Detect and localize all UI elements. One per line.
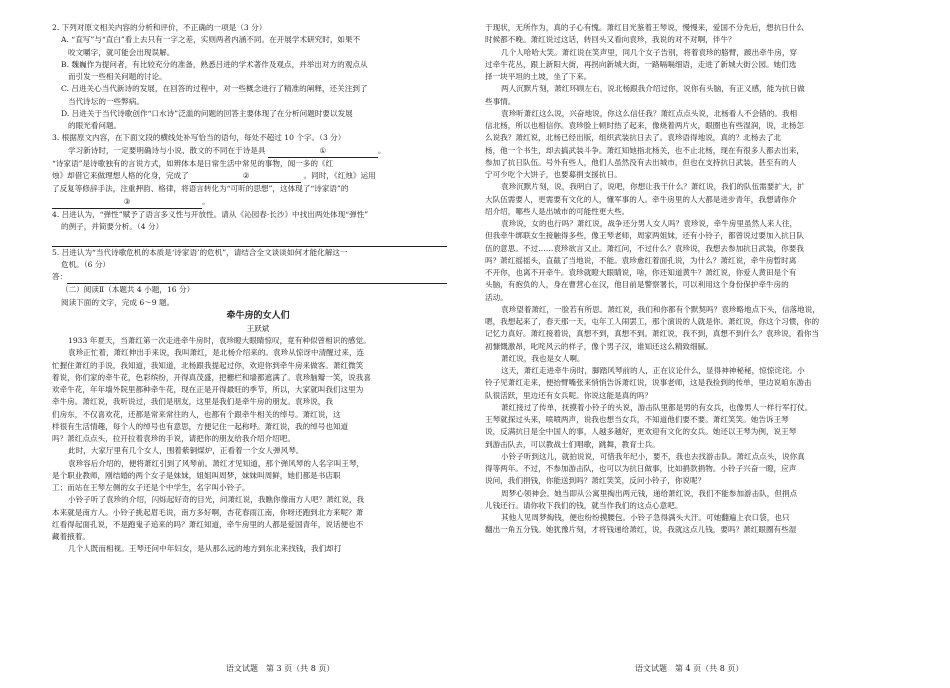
story-line: 时候都不晚。萧红说过这话，转回头又看向袁珍，我说的对不对啊，伴牛？ bbox=[485, 35, 736, 45]
story-line: 于现状，无所作为，真的子心有愧。萧红目光鉴着王琴说，慢慢来，爱国不分先后，想抗日什么 bbox=[485, 23, 804, 32]
story-line: 工；而站在王琴左侧的女子还是个中学生，名字叫小铃子。 bbox=[52, 483, 250, 492]
q3-stem: 3. 根据原文内容，在下面文段的横线处补写恰当的语句，每处不超过 10 个字。（3 分） bbox=[52, 133, 346, 143]
story-line: 过牵牛花丛，跟上新阳大街，再拐向新城大街，一路嗝嗝细语，走进了新城大街公园。她们选 bbox=[485, 59, 797, 69]
section-intro: 阅读下面的文字，完成 6～9 题。 bbox=[61, 297, 175, 307]
story-line: 王琴就探过头来，喷喷两声，说我也想当女兵，不知道他们要不要。萧红笑笑。她告诉王琴 bbox=[485, 415, 789, 424]
story-line: 铃子见萧红走来，便抬臂嘴张来悄悄告诉萧红说，说事老师，这是我捡到的传单，里边说咱东游击 bbox=[485, 378, 812, 388]
story-author: 王跃斌 bbox=[246, 323, 270, 333]
story-line: 绍介绍，哪些人是出城市的可能性更大些。 bbox=[485, 206, 630, 216]
q2-option-a-line1: A. “直写”与“直白”看上去只有一字之差，实则两者内涵不同。在开展学术研究时，如果不 bbox=[61, 35, 361, 45]
story-line: 翻出一角五分钱。她犹豫片刻，才将钱递给萧红，说，我就这点儿钱，要吗？萧红眼圈有些湿 bbox=[485, 525, 797, 535]
q2-option-d-line2: 的眼光看问题。 bbox=[68, 121, 122, 130]
story-line: 不开你，也离不开牵牛。袁珍就瞪大眼睛说，啥，你还知道黄牛？萧红说，你爱人黄田是个有 bbox=[485, 268, 797, 277]
q3-line4: 了反复等修辞手法，注重押韵、格律，将语言转化为“可听的思想”，这体现了“诗家语”的 bbox=[52, 184, 349, 194]
story-line: 些事情。 bbox=[485, 96, 516, 106]
left-column bbox=[52, 22, 464, 556]
q3-line3 bbox=[52, 170, 464, 183]
story-line: 队很活跃，里边还有女兵呢。你说这能是真的吗？ bbox=[485, 390, 653, 400]
story-line: 欢牵牛花，年年墙外院里都种牵牛花，现在正是开得最旺的季节，所以，大家就叫我们这里为 bbox=[52, 385, 364, 394]
story-line: 信北杨，所以也相信你。袁珍脸上顿时热了起来，像烧着两片火，眼圈也有些湿润，说，北杨怎 bbox=[485, 121, 804, 130]
story-line: 其他人见周梦掏钱，便也纷纷摸腰包。小铃子急得满头大汗。可她翻遍上衣口袋，也只 bbox=[501, 513, 790, 522]
q3-text-1: 学习新诗时，一定要明确诗与小说、散文的不同在于诗是具 bbox=[68, 145, 266, 155]
story-line: 两人沉默片刻，萧红环顾左右，说北杨跟我介绍过你，说你有头脑，有正义感，能为抗日做 bbox=[501, 84, 805, 94]
story-line: 袁珍望着萧红，一脸若有所思。萧红说，我们和你都有个默契吗？袁珍略地点下头，信落地说， bbox=[501, 304, 820, 314]
story-line: 袁珍说，女的也行吗？萧红说，战争还分男人女人吗？袁珍说，牵牛房里虽然人来人往， bbox=[501, 219, 798, 228]
story-line: 几个人既而相视。王琴还问中年妇女，是从那么远的地方到东北来找钱，我们却打 bbox=[68, 544, 342, 554]
story-line: 小铃子听到这儿，就拍说说，可惜我年纪小，要不，我也去找游击队。萧红点点头，说你真 bbox=[501, 451, 805, 461]
q5-stem: 5. 吕进认为“当代诗歌危机的本质是‘诗家语’的危机”，请结合全文谈谈如何才能化解这一 bbox=[52, 247, 348, 257]
q2-option-c-line1: C. 吕进关心当代新诗的发展，在回答的过程中，对一些概念进行了精准的阐释，还关注到了 bbox=[61, 84, 368, 94]
story-line: 1933 年夏天，当萧红第一次走进牵牛房时，袁珍瞪大眼睛惊叹，竟有种似曾相识的感觉。 bbox=[68, 336, 371, 345]
story-line: 大队伍需要人，更需要有文化的人，懂军事的人。牵牛房里的人大都是进步青年，我想请你介 bbox=[485, 194, 797, 204]
story-line: 吗？萧红摇摇头，直截了当地说，不能。袁珍愈红着面孔说，为什么？萧红说，牵牛房暂时离 bbox=[485, 255, 797, 265]
q2-stem: 2. 下列对原文相关内容的分析和评价，不正确的一项是（3 分） bbox=[52, 23, 267, 32]
q4-stem: 4. 吕进认为，“弹性”赋予了语言多义性与开放性。请从《沁园春·长沙》中找出两处体现“弹性” bbox=[52, 209, 369, 219]
story-line: 牵牛房。萧红说，我听说过，我们是朋友，这里是我们是牵牛房的朋友。袁珍说，我 bbox=[52, 397, 333, 407]
story-line: 杨，他一个书生，却去搞武装斗争。萧红知她指北杨关，也不止北杨，现在有很多人都去出来， bbox=[485, 145, 804, 155]
q4-stem-2: 的例子，并简要分析。（4 分） bbox=[61, 222, 164, 231]
q3-line2: “诗家语”是诗歌独有的言说方式，如辨体本是日常生活中常见的事物，闻一多的《红 bbox=[52, 158, 334, 168]
story-line: 儿钱还行。请你收下我们的钱，就当作我们的这点心意吧。 bbox=[485, 500, 683, 510]
story-line: 样很有生活情趣，每个人的绰号也有意思，方便记住一起称呼。萧红说，我的绰号也知道 bbox=[52, 421, 349, 431]
story-line: 袁珍容后介绍的，便将萧红引到了风琴前。萧红才见知道，那个弹风琴的人名字叫王琴， bbox=[68, 458, 365, 468]
story-line: 伍的意思。不过……袁珍欲言又止。萧红问，不过什么？袁珍说，我想去参加抗日武装，你要我 bbox=[485, 243, 804, 253]
story-line: 萧红接过了传单，抚摸着小铃子的头说，游击队里都是男的有女兵，也像男人一样行军打仗。 bbox=[501, 402, 813, 412]
story-line: 么说我？萧红说，北杨已经出版，组织武装抗日去了。袁珍语得地说，真的？北杨去了北 bbox=[485, 133, 782, 143]
story-line: 参加了抗日队伍。号外有些人，他们人虽然没有去出城市，但也在支持抗日武装，甚至有的人 bbox=[485, 157, 797, 167]
q3-line1: 学习新诗时，一定要明确诗与小说、散文的不同在于诗是具 ① 。 bbox=[52, 145, 464, 158]
q3-blank-3[interactable]: ③ bbox=[52, 196, 202, 209]
q5-answer-line[interactable] bbox=[52, 271, 464, 284]
story-line: 择一块平坦的土坡，坐了下来。 bbox=[485, 72, 592, 81]
story-line: 周梦心领神会。她当即从公寓里掏出两元钱，递给萧红说，我们不能参加游击队，但捐点 bbox=[501, 488, 798, 498]
story-title: 牵牛房的女人们 bbox=[226, 310, 290, 321]
story-line: 本来就是南方人。小铃子挑起眉毛说，南方多好啊，杏花春雨江南，你呀还跑到北方来呢？萧 bbox=[52, 507, 364, 517]
story-line: 吗？萧红点点头，拉开拉着袁珍的手说，请把你的朋友给我介绍介绍吧。 bbox=[52, 434, 295, 443]
story-line: 说问，我们捐钱，你能送到吗？萧红笑笑，反问小铃子，你说呢？ bbox=[485, 476, 706, 486]
story-line: 几个人哈哈大笑。萧红说在笑声里，同几个女子告别，将着袁珍的胳臂，踱出牵牛房，穿 bbox=[501, 47, 798, 57]
right-column bbox=[485, 22, 897, 537]
story-line: 此时，大家厅里有几个女人，围着紫铜煤炉，正看着一个女人弹风琴。 bbox=[68, 446, 304, 456]
q2-option-a-line2: 咬文嚼字，就可能会出现误解。 bbox=[68, 47, 175, 57]
story-line: 是个职业教师，刚结婚的两个女子是妹妹，姐姐叫周梦，妹妹叫周鲜，她们都是书店职 bbox=[52, 470, 341, 480]
story-line: 但我牵牛绑联女生接触得多些，像王琴老师，周家两姐妹，还有小铃子，都曾说过要加入抗日队 bbox=[485, 231, 804, 241]
story-line: 袁珍听萧红这么说，兴奋地说，你这么信任我？萧红点点头说，北杨看人不会错的。我相 bbox=[501, 108, 798, 118]
page-footer-right: 语文试题 第 4 页（共 8 页） bbox=[635, 664, 744, 673]
q3-text-3b: 。同时，《红烛》运用 bbox=[303, 171, 376, 180]
story-line: 嗯，我想起来了，春天那一天，屯年工人闹罢工，那个演说的人就是你。萧红说，你这个习惯，你的 bbox=[485, 317, 820, 326]
story-line: 记忆力真好。萧红接着说，真想不到，真想不到。萧红说，我不到，真想不到什么？袁珍说，看你当 bbox=[485, 329, 820, 339]
q2-option-d-line1: D. 吕进关于当代诗歌创作“口水诗”泛滥的问题的回答主要体现了在分析问题时要以发展 bbox=[61, 108, 353, 118]
section-header: （二）阅读Ⅱ（本题共 4 小题，16 分） bbox=[61, 285, 195, 295]
q5-stem-2: 危机。（6 分） bbox=[61, 259, 111, 269]
story-line: 得等两年。不过，不参加游击队，也可以为抗日做事，比如捐款捐物。小铃子兴奋一瞪，应声 bbox=[485, 464, 797, 473]
story-line: 到游击队去，可以教战士们唱歌，跳舞，教育士兵。 bbox=[485, 439, 660, 449]
q2-option-b-line1: B. 魏巍作为提问者，有比较充分的准备，熟悉吕进的学术著作及观点，并举出对方的观点从 bbox=[61, 59, 368, 69]
page-footer-left: 语文试题 第 3 页（共 8 页） bbox=[226, 664, 335, 673]
story-line: 活动。 bbox=[485, 292, 508, 302]
story-line: 萧红说，我也是女人啊。 bbox=[501, 353, 585, 363]
q4-answer-line[interactable] bbox=[52, 233, 464, 246]
story-line: 初慷慨激昂，叱咤风云的样子，像个男子汉，谁知还这么精致细腻。 bbox=[485, 341, 713, 351]
story-line: 藏着掖着。 bbox=[52, 532, 90, 541]
q3-blank-1[interactable]: ① bbox=[268, 145, 378, 158]
story-line: 这天，萧红走进牵牛房时，脚踏风琴前的人，正在议论什么，显得神神秘秘，惊惊诧诧。小 bbox=[501, 366, 805, 375]
story-line: 宁可少吃个大饼子，也要募捐支援抗日。 bbox=[485, 170, 622, 179]
story-line: 小铃子听了袁珍的介绍，闪烁起好奇的目光，问萧红说，我瞧你像南方人吧？萧红说，我 bbox=[68, 495, 365, 505]
story-line: 红看得起面孔说，不是跑鬼子追来的吗？萧红知道，牵牛房里的人都是爱国青年，说话便也不 bbox=[52, 519, 364, 529]
story-line: 头脑，有抱负的人，身在曹营心在汉，他目前是警察署长，可以利用这个身份保护牵牛房的 bbox=[485, 280, 789, 290]
q3-blank-2[interactable]: ② bbox=[191, 170, 301, 183]
q3-line5: ③ 。 bbox=[52, 196, 464, 209]
q2-option-b-line2: 而引发一些相关问题的讨论。 bbox=[68, 72, 167, 81]
story-line: 忙握住萧红的手说，我知道，我知道，北杨跟我提起过你，欢迎你到牵牛房来做客。萧红微笑 bbox=[52, 360, 364, 370]
q5-answer-label: 答： bbox=[52, 272, 68, 281]
story-line: 袁珍正忙着，萧红伸出手来说，我叫萧红，是北杨介绍来的。袁珍从惊讶中清醒过来，连 bbox=[68, 348, 365, 358]
left-story bbox=[52, 335, 464, 556]
story-line: 袁珍沉默片刻，说，我明白了，说吧，你想让我干什么？萧红说，我们的队伍需要扩大，扩 bbox=[501, 182, 805, 192]
story-line: 们房东，不仅喜欢花，还都是常来常往的人，也都有个跟牵牛相关的绰号。萧红说，这 bbox=[52, 409, 341, 419]
q3-text-3a: 烛》却借它来做理想人格的化身，完成了 bbox=[52, 171, 189, 180]
q2-option-c-line2: 当代诗坛的一些弊病。 bbox=[68, 96, 144, 106]
story-line: 说，反满抗日是全中国人的事，人越多越好，更欢迎有文化的女兵。她还以王琴为例，说王琴 bbox=[485, 427, 797, 437]
story-line: 着说，你们家的牵牛花，色彩缤纷，开得真茂盛，把栅栏和墙都遮满了。袁珍脑瓣一笑，说我喜 bbox=[52, 372, 371, 382]
